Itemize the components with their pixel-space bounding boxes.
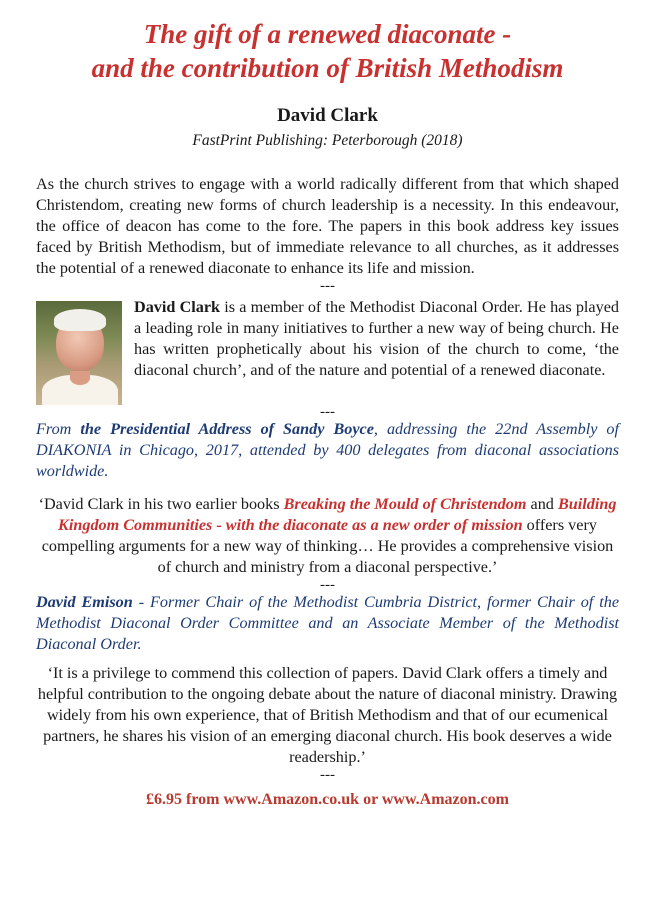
- endorsement-1-prefix: From: [36, 420, 81, 438]
- separator-3: ---: [320, 577, 335, 593]
- separator-2: ---: [320, 404, 335, 420]
- bio-description: is a member of the Methodist Diaconal Order. He has played a leading role in many initiatives to further a new way of being church. He has written prophetically about his vision of the church to come, ‘the diaconal church’, and of the nature and potential of a renewed diaconate.: [134, 298, 619, 379]
- separator-1: ---: [320, 278, 335, 294]
- author-photo: [36, 301, 122, 405]
- quote-1-part-3: offers very compelling arguments for a new way of thinking… He provides a comprehensive vision of church and ministry from a diaconal perspective.’: [41, 516, 614, 576]
- quote-1-part-2: and: [526, 495, 558, 513]
- endorsement-1-suffix: , addressing the 22nd Assembly of DIAKONIA in Chicago, 2017, attended by 400 delegates from diaconal associations worldwide.: [36, 420, 619, 480]
- author-bio: [36, 297, 619, 405]
- separator-4: ---: [320, 767, 335, 783]
- endorsement-1-attribution: [36, 419, 619, 482]
- intro-paragraph: As the church strives to engage with a world radically different from that which shaped Christendom, creating new forms of church leadership is a necessity. In this endeavour, the office of deacon has come to the fore. The papers in this book address key issues faced by British Methodism, but of immediate relevance to all churches, as it addresses the potential of a renewed diaconate to enhance its life and mission.: [36, 175, 619, 277]
- endorsement-2-quote: ‘It is a privilege to commend this collection of papers. David Clark offers a timely and helpful contribution to the ongoing debate about the nature of diaconal ministry. Drawing widely from his own experience, that of British Methodism and that of our ecumenical partners, he shares his vision of an emerging diaconal church. His book deserves a wide readership.’: [37, 664, 618, 766]
- endorsement-1-source: the Presidential Address of Sandy Boyce: [80, 420, 374, 438]
- title-line-1: The gift of a renewed diaconate -: [143, 19, 512, 49]
- book-title-2: Building Kingdom Communities - with the diaconate as a new order of mission: [58, 495, 617, 534]
- endorsement-1-quote: [36, 494, 619, 578]
- publisher-line: FastPrint Publishing: Peterborough (2018): [192, 132, 463, 149]
- bio-name: David Clark: [134, 298, 221, 316]
- author-name: David Clark: [277, 105, 378, 126]
- price-and-availability: £6.95 from www.Amazon.co.uk or www.Amazon.com: [146, 791, 509, 808]
- title-line-2: and the contribution of British Methodism: [91, 53, 564, 83]
- book-title-1: Breaking the Mould of Christendom: [283, 495, 527, 513]
- quote-1-part-1: ‘David Clark in his two earlier books: [38, 495, 284, 513]
- endorsement-2-attribution: [36, 592, 619, 655]
- endorsement-2-source: David Emison: [36, 593, 133, 611]
- endorsement-2-suffix: - Former Chair of the Methodist Cumbria District, former Chair of the Methodist Diaconal Order Committee and an Associate Member of the Methodist Diaconal Order.: [36, 593, 619, 653]
- bio-text: [134, 297, 619, 381]
- book-title: [36, 0, 619, 85]
